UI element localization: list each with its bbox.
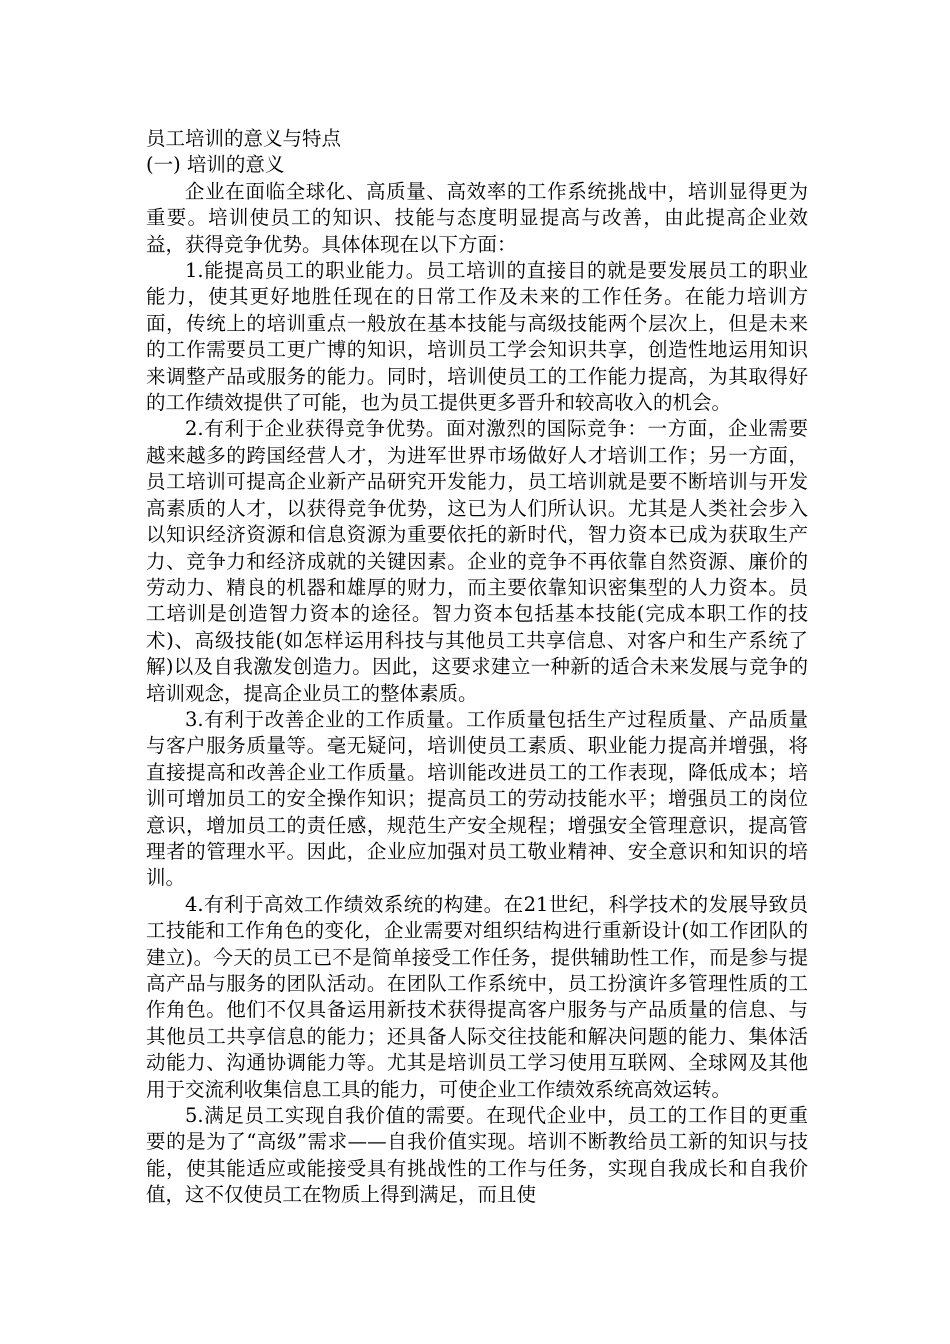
- paragraph-point-1: 1.能提高员工的职业能力。员工培训的直接目的就是要发展员工的职业能力，使其更好地胜任现在的日常工作及未来的工作任务。在能力培训方面，传统上的培训重点一般放在基本技能与高级技能两个层次上，但是未来的工作需要员工更广博的知识，培训员工学会知识共享，创造性地运用知识来调整产品或服务的能力。同时，培训使员工的工作能力提高，为其取得好的工作绩效提供了可能，也为员工提供更多晋升和较高收入的机会。: [146, 259, 808, 415]
- paragraph-intro: 企业在面临全球化、高质量、高效率的工作系统挑战中，培训显得更为重要。培训使员工的知识、技能与态度明显提高与改善，由此提高企业效益，获得竞争优势。具体体现在以下方面：: [146, 179, 808, 256]
- document-body: [146, 126, 808, 1209]
- paragraph-point-3: 3.有利于改善企业的工作质量。工作质量包括生产过程质量、产品质量与客户服务质量等。毫无疑问，培训使员工素质、职业能力提高并增强，将直接提高和改善企业工作质量。培训能改进员工的工作表现，降低成本；培训可增加员工的安全操作知识；提高员工的劳动技能水平；增强员工的岗位意识，增加员工的责任感，规范生产安全规程；增强安全管理意识，提高管理者的管理水平。因此，企业应加强对员工敬业精神、安全意识和知识的培训。: [146, 707, 808, 890]
- section-heading: (一) 培训的意义: [146, 153, 285, 177]
- paragraph-point-5: 5.满足员工实现自我价值的需要。在现代企业中，员工的工作目的更重要的是为了“高级”需求——自我价值实现。培训不断教给员工新的知识与技能，使其能适应或能接受具有挑战性的工作与任务，实现自我成长和自我价值，这不仅使员工在物质上得到满足，而且使: [146, 1104, 808, 1207]
- document-title: 员工培训的意义与特点: [146, 127, 342, 150]
- paragraph-point-2: 2.有利于企业获得竞争优势。面对激烈的国际竞争：一方面，企业需要越来越多的跨国经营人才，为进军世界市场做好人才培训工作；另一方面，员工培训可提高企业新产品研究开发能力，员工培训就是要不断培训与开发高素质的人才，以获得竞争优势，这已为人们所认识。尤其是人类社会步入以知识经济资源和信息资源为重要依托的新时代，智力资本已成为获取生产力、竞争力和经济成就的关键因素。企业的竞争不再依靠自然资源、廉价的劳动力、精良的机器和雄厚的财力，而主要依靠知识密集型的人力资本。员工培训是创造智力资本的途径。智力资本包括基本技能(完成本职工作的技术)、高级技能(如怎样运用科技与其他员工共享信息、对客户和生产系统了解)以及自我激发创造力。因此，这要求建立一种新的适合未来发展与竞争的培训观念，提高企业员工的整体素质。: [146, 417, 808, 705]
- paragraph-point-4: 4.有利于高效工作绩效系统的构建。在21世纪，科学技术的发展导致员工技能和工作角色的变化，企业需要对组织结构进行重新设计(如工作团队的建立)。今天的员工已不是简单接受工作任务，提供辅助性工作，而是参与提高产品与服务的团队活动。在团队工作系统中，员工扮演许多管理性质的工作角色。他们不仅具备运用新技术获得提高客户服务与产品质量的信息、与其他员工共享信息的能力；还具备人际交往技能和解决问题的能力、集体活动能力、沟通协调能力等。尤其是培训员工学习使用互联网、全球网及其他用于交流利收集信息工具的能力，可使企业工作绩效系统高效运转。: [146, 892, 808, 1101]
